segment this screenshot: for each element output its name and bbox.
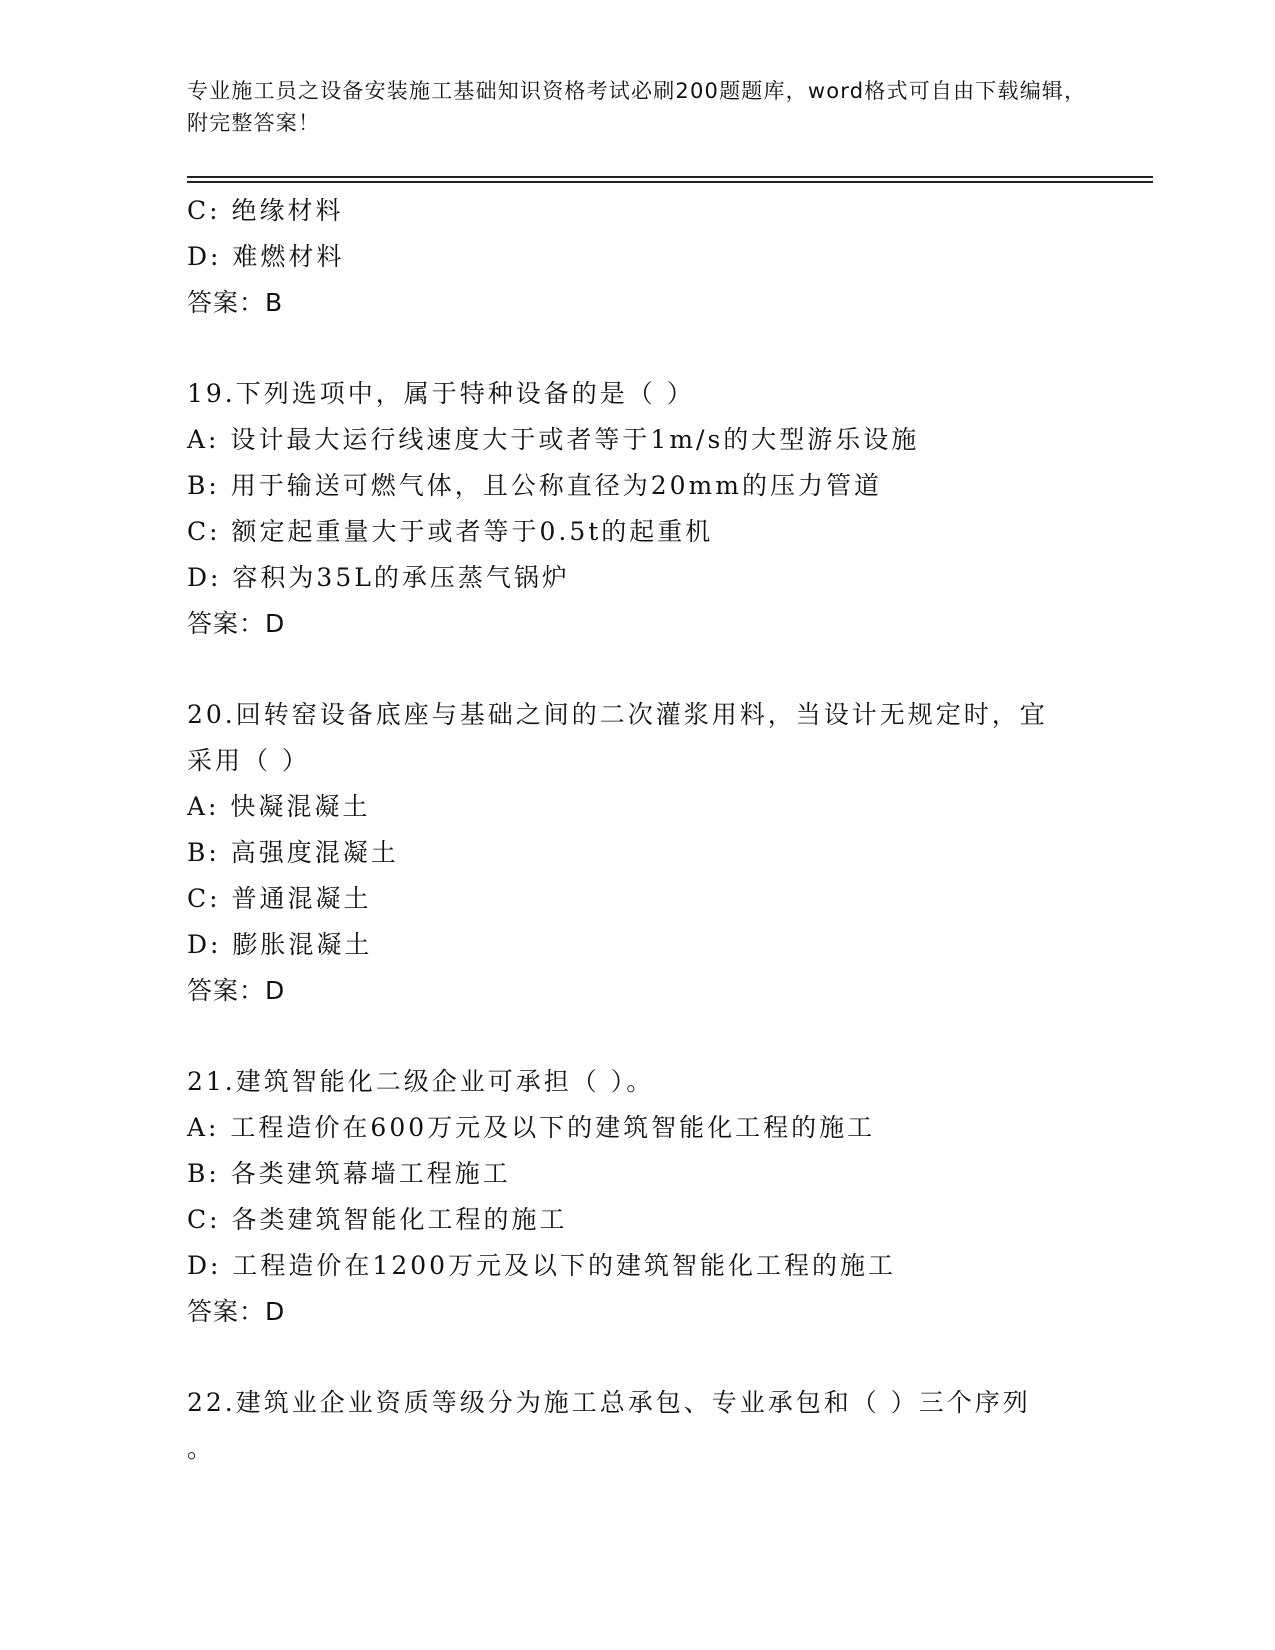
question-21-option-a: A: 工程造价在600万元及以下的建筑智能化工程的施工 xyxy=(187,1113,876,1142)
question-20-option-d: D: 膨胀混凝土 xyxy=(187,930,373,959)
question-20-stem-line-1: 20.回转窑设备底座与基础之间的二次灌浆用料，当设计无规定时，宜 xyxy=(187,700,1048,729)
answer-line: 答案：B xyxy=(187,288,284,317)
question-gap xyxy=(187,1014,1153,1059)
question-19-answer: 答案：D xyxy=(187,609,286,638)
question-21-option-d: D: 工程造价在1200万元及以下的建筑智能化工程的施工 xyxy=(187,1251,897,1280)
question-19-option-c: C: 额定起重量大于或者等于0.5t的起重机 xyxy=(187,517,714,546)
question-22-stem-line-1: 22.建筑业企业资质等级分为施工总承包、专业承包和（ ）三个序列 xyxy=(187,1388,1031,1417)
document-header: 专业施工员之设备安装施工基础知识资格考试必刷200题题库，word格式可自由下载编辑，附完整答案！ xyxy=(187,79,1087,135)
question-19-stem: 19.下列选项中，属于特种设备的是（ ） xyxy=(187,379,695,408)
question-gap xyxy=(187,1335,1153,1380)
question-gap xyxy=(187,326,1153,371)
question-21-answer: 答案：D xyxy=(187,1297,286,1326)
question-21-stem: 21.建筑智能化二级企业可承担（ ）。 xyxy=(187,1067,655,1096)
document-page xyxy=(187,0,1157,1650)
question-19-option-a: A: 设计最大运行线速度大于或者等于1m/s的大型游乐设施 xyxy=(187,425,920,454)
question-19-option-b: B: 用于输送可燃气体，且公称直径为20mm的压力管道 xyxy=(187,471,882,500)
header-divider-top xyxy=(187,176,1153,178)
question-20-option-a: A: 快凝混凝土 xyxy=(187,792,371,821)
question-21-option-c: C: 各类建筑智能化工程的施工 xyxy=(187,1205,568,1234)
question-content xyxy=(187,188,1153,1472)
question-21-option-b: B: 各类建筑幕墙工程施工 xyxy=(187,1159,511,1188)
question-20-option-b: B: 高强度混凝土 xyxy=(187,838,399,867)
question-20-stem-line-2: 采用（ ） xyxy=(187,746,310,775)
question-20-option-c: C: 普通混凝土 xyxy=(187,884,372,913)
option-d: D: 难燃材料 xyxy=(187,242,345,271)
header-divider-bottom xyxy=(187,181,1153,183)
question-20-answer: 答案：D xyxy=(187,976,286,1005)
question-19-option-d: D: 容积为35L的承压蒸气锅炉 xyxy=(187,563,570,592)
option-c: C: 绝缘材料 xyxy=(187,196,344,225)
question-22-stem-line-2: 。 xyxy=(187,1434,216,1463)
question-gap xyxy=(187,647,1153,692)
